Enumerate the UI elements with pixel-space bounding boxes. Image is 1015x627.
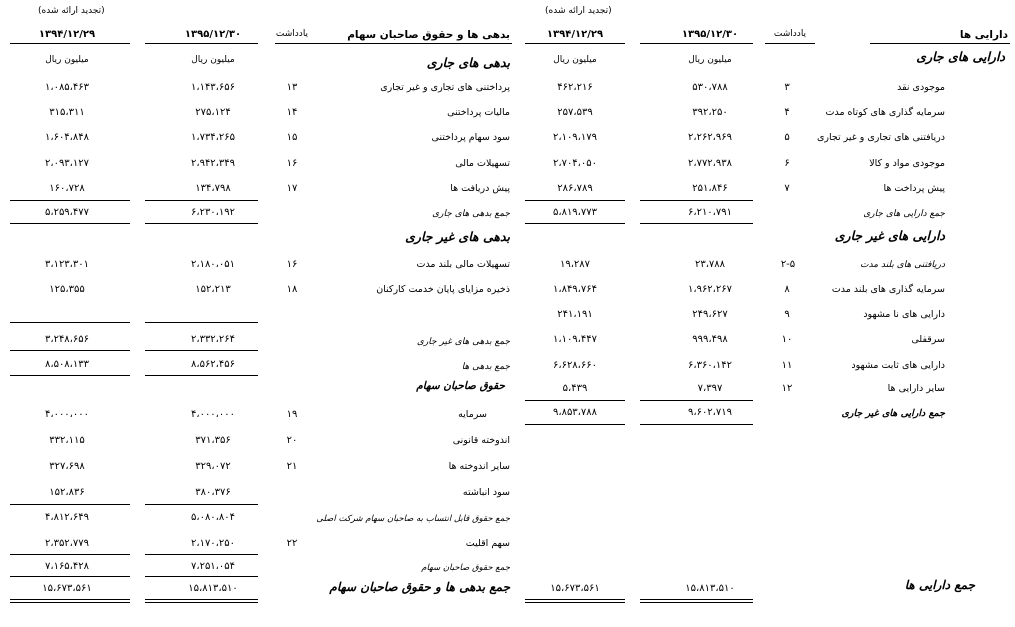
grand-total-liabilities-equity-label: جمع بدهی ها و حقوق صاحبان سهام	[329, 580, 510, 594]
column-header-1394: ۱۳۹۴/۱۲/۲۹	[38, 29, 96, 40]
row-note: ۱۱	[781, 360, 793, 371]
total-current-liabilities-label: جمع بدهی های جاری	[432, 209, 510, 219]
row-label: موجودی نقد	[897, 82, 945, 93]
row-value-1394: ۵،۴۳۹	[562, 383, 588, 394]
row-value-1394: ۲،۷۰۴،۰۵۰	[552, 158, 598, 169]
row-value-1394: ۴،۰۰۰،۰۰۰	[44, 409, 90, 420]
row-label: تسهیلات مالی بلند مدت	[416, 259, 510, 270]
row-label: ذخیره مزایای پایان خدمت کارکنان	[376, 284, 510, 295]
row-value-1395: ۲۷۵،۱۲۴	[195, 107, 231, 118]
row-value-1394: ۱۶۰،۷۲۸	[49, 183, 85, 194]
row-note: ۲۱	[286, 461, 298, 472]
row-value-1394: ۳۱۵،۳۱۱	[49, 107, 85, 118]
row-label: اندوخته قانونی	[452, 435, 510, 446]
row-value-1394: ۳،۱۲۳،۳۰۱	[44, 259, 90, 270]
row-value-1395: ۱۵۲،۲۱۳	[195, 284, 231, 295]
row-value-1395: ۷،۳۹۷	[697, 383, 723, 394]
row-label: دارایی های نا مشهود	[863, 309, 945, 320]
grand-total-value-1394: ۱۵،۶۷۳،۵۶۱	[42, 583, 92, 594]
column-header-1394: ۱۳۹۴/۱۲/۲۹	[546, 29, 604, 40]
total-equity-label: جمع حقوق صاحبان سهام	[421, 563, 510, 573]
section-noncurrent-assets: دارایی های غیر جاری	[834, 228, 945, 243]
grand-total-value-1395: ۱۵،۸۱۳،۵۱۰	[188, 583, 238, 594]
liabilities-equity-title: بدهی ها و حقوق صاحبان سهام	[347, 29, 510, 41]
row-value-1394: ۳۳۲،۱۱۵	[49, 435, 85, 446]
total-value-1395: ۹،۶۰۲،۷۱۹	[687, 407, 733, 418]
total-current-assets-label: جمع دارایی های جاری	[863, 209, 945, 219]
row-value-1394: ۱،۸۴۹،۷۶۴	[552, 284, 598, 295]
row-value-1395: ۱۳۴،۷۹۸	[195, 183, 231, 194]
total-value-1394: ۵،۲۵۹،۴۷۷	[44, 207, 90, 218]
row-note: ۱۴	[286, 107, 298, 118]
row-value-1395: ۱،۷۳۴،۲۶۵	[190, 132, 236, 143]
column-header-1395: ۱۳۹۵/۱۲/۳۰	[681, 29, 739, 40]
row-value-1395: ۲،۱۸۰،۰۵۱	[190, 259, 236, 270]
row-note: ۱۰	[781, 334, 793, 345]
row-label: سود سهام پرداختنی	[431, 132, 510, 143]
row-label: سهم اقلیت	[465, 538, 510, 549]
row-note: ۲۰	[286, 435, 298, 446]
row-note: ۹	[784, 309, 790, 320]
row-note: ۷	[784, 183, 790, 194]
row-label: دریافتنی های تجاری و غیر تجاری	[816, 132, 945, 143]
row-value-1394: ۱۵۲،۸۳۶	[49, 487, 85, 498]
row-note: ۱۵	[286, 132, 298, 143]
row-value-1394: ۲،۰۹۳،۱۲۷	[44, 158, 90, 169]
grand-total-value-1395: ۱۵،۸۱۳،۵۱۰	[685, 583, 735, 594]
row-value-1395: ۹۹۹،۴۹۸	[692, 334, 728, 345]
row-value-1394: ۱،۰۸۵،۴۶۳	[44, 82, 90, 93]
row-value-1395: ۲۵۱،۸۴۶	[692, 183, 728, 194]
note-column-header: یادداشت	[773, 29, 807, 39]
row-value-1394: ۳۲۷،۶۹۸	[49, 461, 85, 472]
row-label: سود انباشته	[462, 487, 510, 498]
row-label: موجودی مواد و کالا	[869, 158, 945, 169]
assets-title: دارایی ها	[959, 29, 1008, 41]
section-equity: حقوق صاحبان سهام	[416, 380, 505, 392]
row-note: ۲۲	[286, 538, 298, 549]
row-value-1395: ۱،۱۴۳،۶۵۶	[190, 82, 236, 93]
row-label: سایر دارایی ها	[887, 383, 945, 394]
row-note: ۱۳	[286, 82, 298, 93]
row-value-1395: ۲،۱۷۰،۲۵۰	[190, 538, 236, 549]
row-value-1395: ۶،۳۶۰،۱۴۲	[687, 360, 733, 371]
total-noncurrent-assets-label: جمع دارایی های غیر جاری	[841, 408, 945, 419]
row-note: ۱۸	[286, 284, 298, 295]
row-value-1395: ۲۳،۷۸۸	[694, 259, 726, 270]
total-value-1395: ۵،۰۸۰،۸۰۴	[190, 512, 236, 523]
section-current-liabilities: بدهی های جاری	[426, 55, 510, 70]
row-note: ۵	[784, 132, 790, 143]
column-header-1395: ۱۳۹۵/۱۲/۳۰	[184, 29, 242, 40]
total-value-1394: ۴،۸۱۲،۶۴۹	[44, 512, 90, 523]
row-value-1395: ۳۹۲،۲۵۰	[692, 107, 728, 118]
row-label: سرقفلی	[911, 334, 945, 345]
unit-label-1394: میلیون ریال	[553, 55, 597, 65]
row-note: ۱۷	[286, 183, 298, 194]
row-label: پیش پرداخت ها	[883, 183, 945, 194]
unit-label-1394: میلیون ریال	[45, 55, 89, 65]
row-note: ۶	[784, 158, 790, 169]
row-note: ۱۶	[286, 259, 298, 270]
row-value-1394: ۱۲۵،۳۵۵	[49, 284, 85, 295]
total-value-1395: ۶،۲۱۰،۷۹۱	[687, 207, 733, 218]
row-label: مالیات پرداختنی	[447, 107, 510, 118]
section-current-assets: دارایی های جاری	[916, 49, 1005, 64]
row-value-1394: ۱،۱۰۹،۴۴۷	[552, 334, 598, 345]
total-parent-equity-label: جمع حقوق قابل انتساب به صاحبان سهام شرکت اصلی	[316, 514, 510, 524]
total-liabilities-label: جمع بدهی ها	[461, 362, 510, 372]
restated-note-left: (تجدید ارائه شده)	[38, 6, 105, 16]
row-label: دریافتنی های بلند مدت	[860, 260, 945, 270]
row-value-1395: ۲،۲۶۲،۹۶۹	[687, 132, 733, 143]
grand-total-assets-label: جمع دارایی ها	[904, 578, 975, 592]
row-value-1394: ۲۴۱،۱۹۱	[557, 309, 593, 320]
grand-total-value-1394: ۱۵،۶۷۳،۵۶۱	[550, 583, 600, 594]
total-value-1395: ۷،۲۵۱،۰۵۴	[190, 561, 236, 572]
note-column-header: یادداشت	[275, 29, 309, 39]
total-value-1394: ۹،۸۵۳،۷۸۸	[552, 407, 598, 418]
row-value-1395: ۴،۰۰۰،۰۰۰	[190, 409, 236, 420]
row-value-1395: ۱،۹۶۲،۲۶۷	[687, 284, 733, 295]
row-note: ۱۲	[781, 383, 793, 394]
row-label: سرمایه گذاری های کوتاه مدت	[825, 107, 945, 118]
row-value-1395: ۳۸۰،۳۷۶	[195, 487, 231, 498]
row-value-1395: ۲،۷۷۲،۹۳۸	[687, 158, 733, 169]
row-label: پیش دریافت ها	[450, 183, 510, 194]
row-note: ۱۹	[286, 409, 298, 420]
row-label: سایر اندوخته ها	[448, 461, 510, 472]
row-value-1394: ۱۹،۲۸۷	[559, 259, 591, 270]
total-value-1394: ۳،۲۴۸،۶۵۶	[44, 334, 90, 345]
row-note: ۴	[784, 107, 790, 118]
total-noncurrent-liabilities-label: جمع بدهی های غیر جاری	[416, 337, 510, 347]
row-value-1394: ۲،۳۵۲،۷۷۹	[44, 538, 90, 549]
row-note: ۲-۵	[780, 259, 796, 270]
total-value-1394: ۷،۱۶۵،۴۲۸	[44, 561, 90, 572]
row-value-1394: ۲،۱۰۹،۱۷۹	[552, 132, 598, 143]
unit-label-1395: میلیون ریال	[191, 55, 235, 65]
restated-note-right: (تجدید ارائه شده)	[545, 6, 612, 16]
total-value-1394: ۵،۸۱۹،۷۷۳	[552, 207, 598, 218]
row-value-1394: ۶،۶۲۸،۶۶۰	[552, 360, 598, 371]
row-label: پرداختنی های تجاری و غیر تجاری	[380, 82, 510, 93]
row-value-1394: ۴۶۲،۲۱۶	[557, 82, 593, 93]
unit-label-1395: میلیون ریال	[688, 55, 732, 65]
row-note: ۱۶	[286, 158, 298, 169]
total-value-1395: ۶،۲۳۰،۱۹۲	[190, 207, 236, 218]
row-note: ۳	[784, 82, 790, 93]
row-value-1395: ۲،۹۴۲،۳۴۹	[190, 158, 236, 169]
row-value-1395: ۳۲۹،۰۷۲	[195, 461, 231, 472]
row-value-1394: ۲۵۷،۵۳۹	[557, 107, 593, 118]
row-label: دارایی های ثابت مشهود	[851, 360, 945, 371]
row-value-1394: ۲۸۶،۷۸۹	[557, 183, 593, 194]
row-label: سرمایه گذاری های بلند مدت	[831, 284, 945, 295]
row-label: سرمایه	[458, 409, 487, 420]
row-value-1394: ۱،۶۰۴،۸۴۸	[44, 132, 90, 143]
row-note: ۸	[784, 284, 790, 295]
row-value-1395: ۵۳۰،۷۸۸	[692, 82, 728, 93]
section-noncurrent-liabilities: بدهی های غیر جاری	[405, 229, 510, 244]
row-label: تسهیلات مالی	[455, 158, 510, 169]
total-value-1395: ۸،۵۶۲،۴۵۶	[190, 359, 236, 370]
row-value-1395: ۲۴۹،۶۲۷	[692, 309, 728, 320]
total-value-1394: ۸،۵۰۸،۱۳۳	[44, 359, 90, 370]
total-value-1395: ۲،۳۳۲،۲۶۴	[190, 334, 236, 345]
row-value-1395: ۳۷۱،۳۵۶	[195, 435, 231, 446]
